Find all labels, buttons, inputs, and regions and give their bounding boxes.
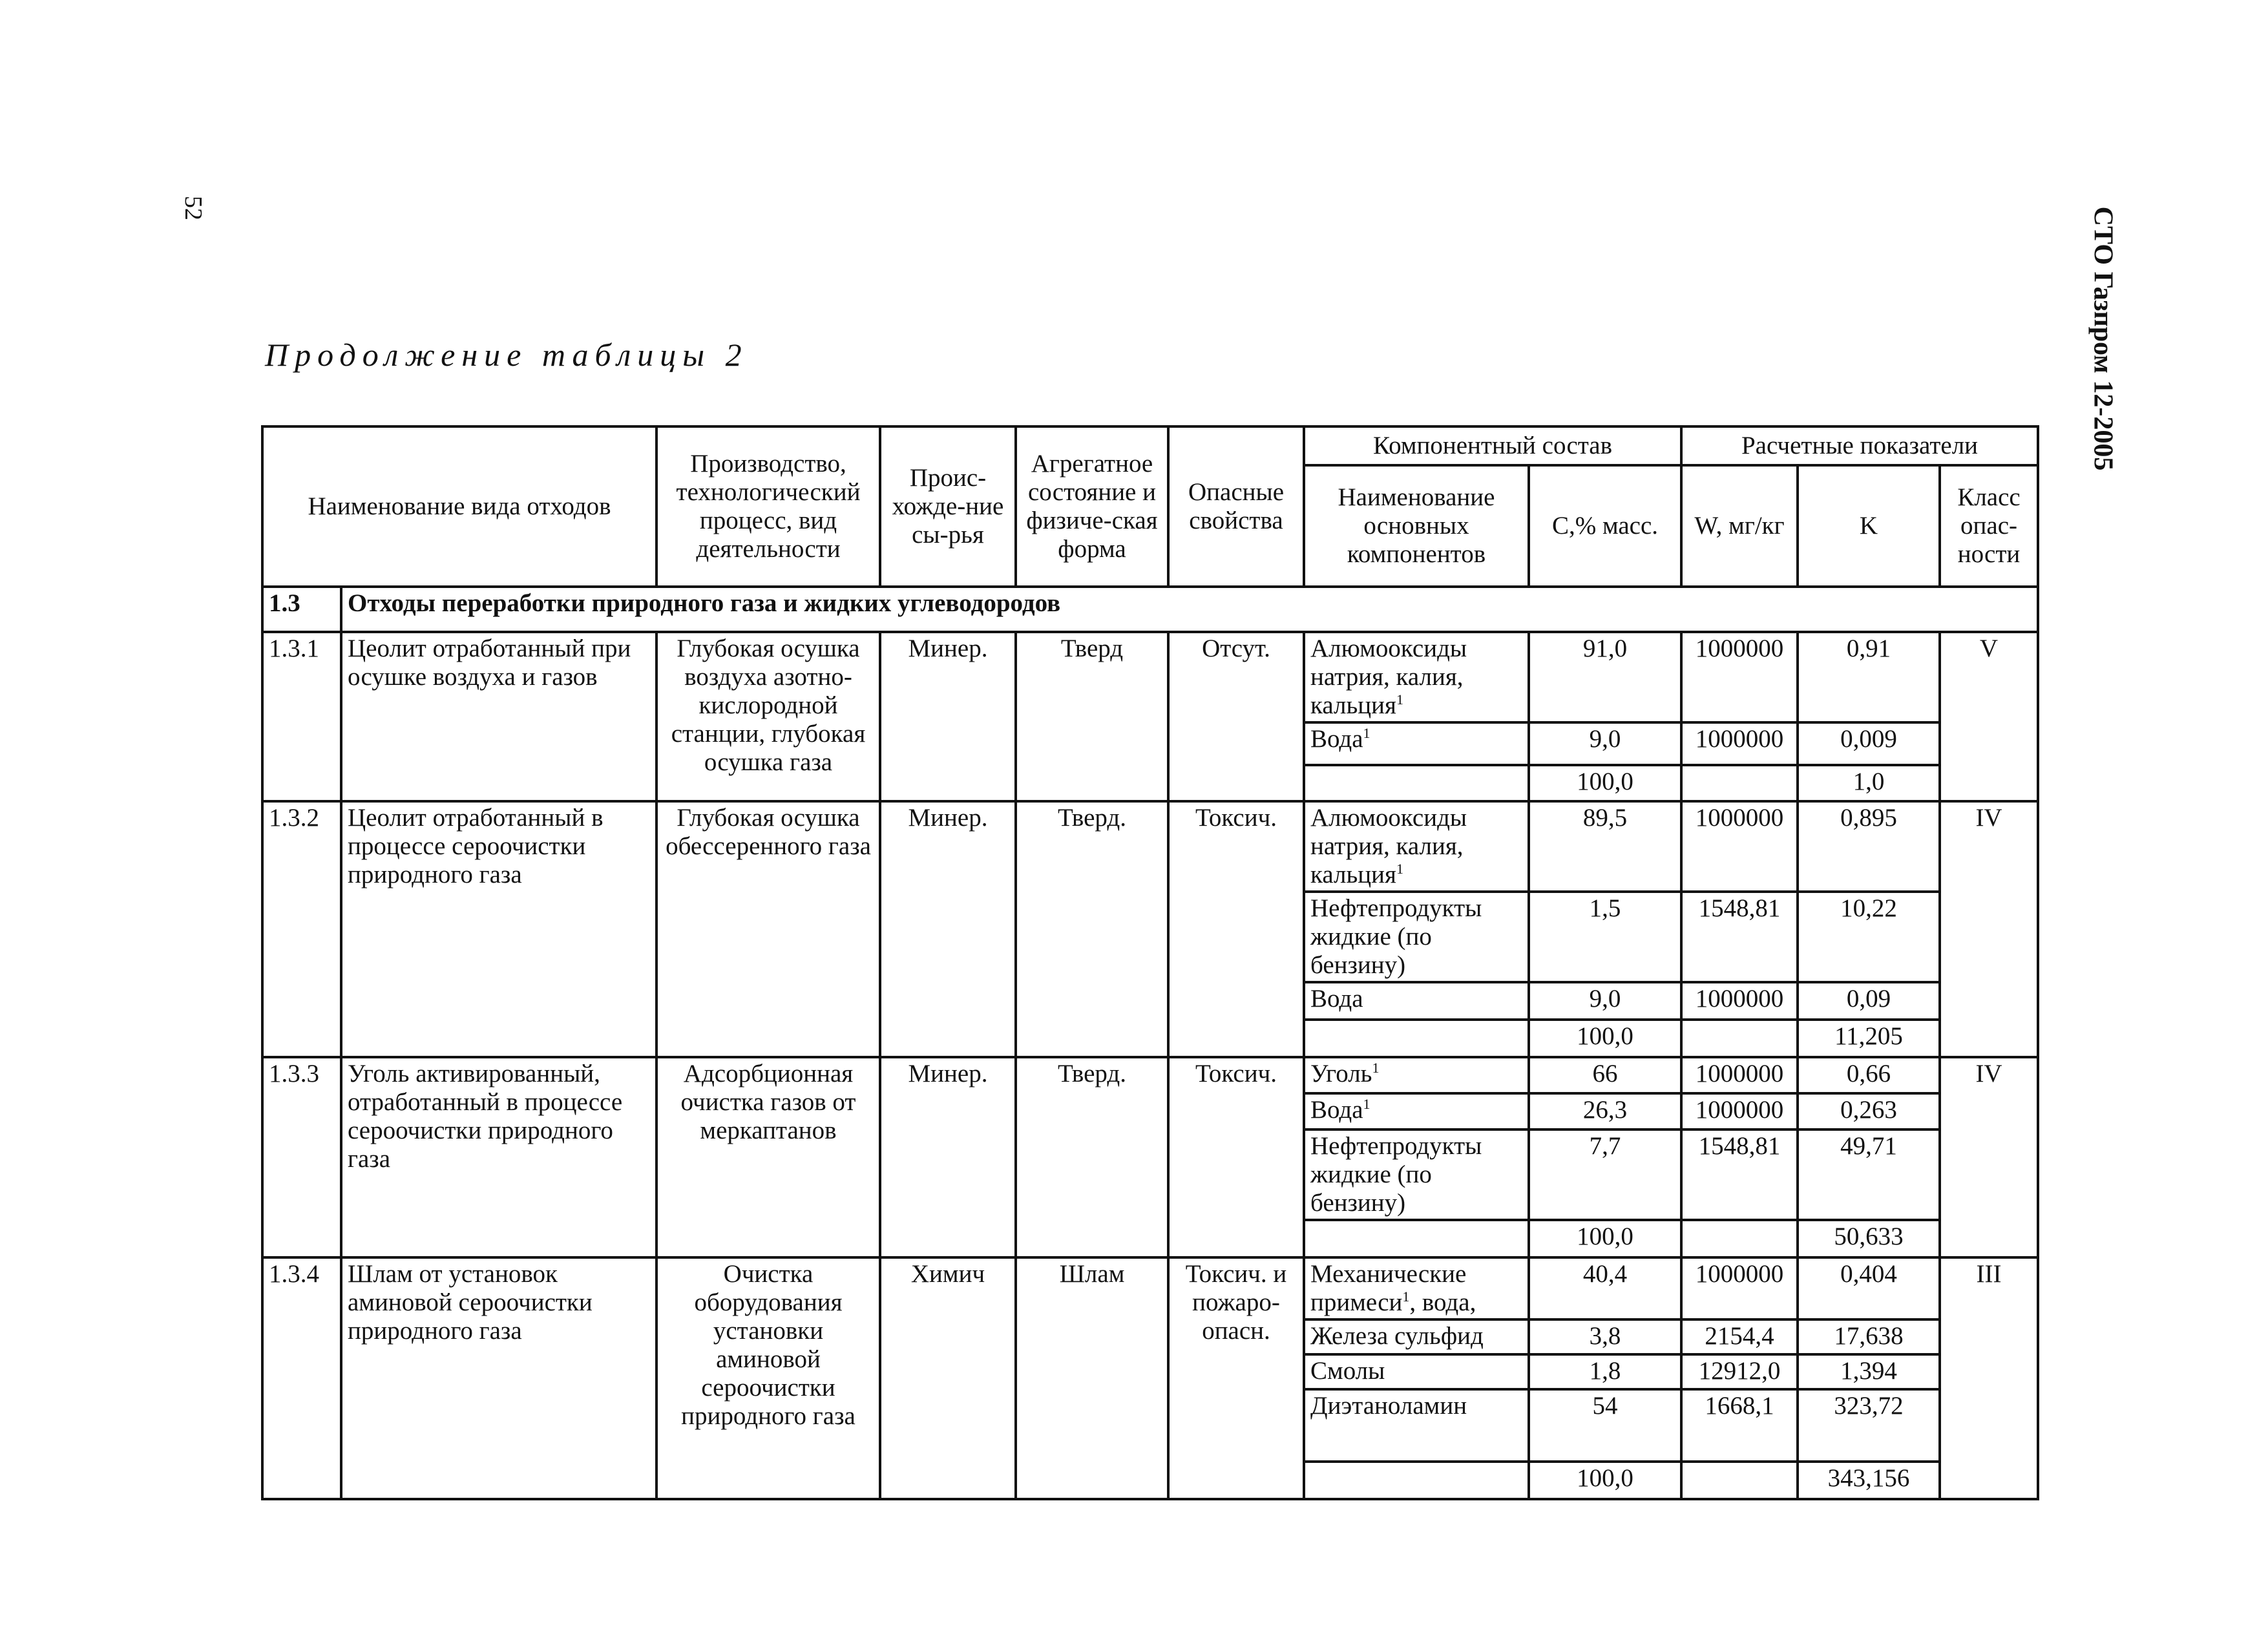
component-w: 1000000 (1681, 632, 1798, 722)
component-k: 17,638 (1798, 1319, 1940, 1354)
component-c: 91,0 (1529, 632, 1681, 722)
component-c: 9,0 (1529, 722, 1681, 765)
total-w-cell (1681, 1020, 1798, 1057)
origin-cell: Минер. (880, 632, 1016, 801)
total-k: 343,156 (1798, 1462, 1940, 1499)
hazard-class: V (1940, 632, 2038, 801)
header-composition: Компонентный состав (1304, 426, 1681, 465)
state-cell: Шлам (1016, 1257, 1168, 1499)
component-w: 1668,1 (1681, 1389, 1798, 1462)
component-name: Вода (1304, 982, 1529, 1020)
hazard-class: IV (1940, 801, 2038, 1057)
component-k: 1,394 (1798, 1354, 1940, 1389)
component-k: 0,404 (1798, 1257, 1940, 1319)
component-c: 54 (1529, 1389, 1681, 1462)
hazard-cell: Токсич. и пожаро-опасн. (1168, 1257, 1304, 1499)
total-c: 100,0 (1529, 1462, 1681, 1499)
total-w-cell (1681, 765, 1798, 801)
component-name: Уголь$^1$ (1304, 1057, 1529, 1093)
component-w: 1000000 (1681, 1057, 1798, 1093)
component-k: 0,895 (1798, 801, 1940, 892)
state-cell: Тверд. (1016, 801, 1168, 1057)
component-k: 0,91 (1798, 632, 1940, 722)
header-component-name: Наименование основных компонентов (1304, 465, 1529, 587)
component-c: 26,3 (1529, 1093, 1681, 1129)
waste-name: Цеолит отработанный при осушке воздуха и газов (341, 632, 656, 801)
component-c: 1,8 (1529, 1354, 1681, 1389)
waste-name: Уголь активированный, отработанный в процессе сероочистки природного газа (341, 1057, 656, 1257)
component-w: 1000000 (1681, 801, 1798, 892)
component-name: Вода$^1$ (1304, 1093, 1529, 1129)
waste-name: Цеолит отработанный в процессе сероочистки природного газа (341, 801, 656, 1057)
total-k: 50,633 (1798, 1220, 1940, 1257)
component-name: Механические примеси$^1$, вода, (1304, 1257, 1529, 1319)
total-label-cell (1304, 1220, 1529, 1257)
process-cell: Глубокая осушка воздуха азотно-кислородной станции, глубокая осушка газа (656, 632, 880, 801)
component-k: 323,72 (1798, 1389, 1940, 1462)
section-title: Отходы переработки природного газа и жидких углеводородов (341, 587, 2038, 632)
component-w: 1548,81 (1681, 1129, 1798, 1220)
component-name: Вода$^1$ (1304, 722, 1529, 765)
component-w: 1000000 (1681, 982, 1798, 1020)
component-c: 66 (1529, 1057, 1681, 1093)
total-k: 1,0 (1798, 765, 1940, 801)
component-k: 0,263 (1798, 1093, 1940, 1129)
component-w: 1000000 (1681, 722, 1798, 765)
waste-table (261, 425, 2039, 1500)
component-k: 0,09 (1798, 982, 1940, 1020)
header-origin: Проис-хожде-ние сы-рья (880, 426, 1016, 587)
table-caption: Продолжение таблицы 2 (265, 337, 748, 373)
state-cell: Тверд. (1016, 1057, 1168, 1257)
component-w: 1000000 (1681, 1093, 1798, 1129)
component-name: Нефтепродукты жидкие (по бензину) (1304, 1129, 1529, 1220)
hazard-class: IV (1940, 1057, 2038, 1257)
row-code: 1.3.4 (262, 1257, 341, 1499)
total-w-cell (1681, 1462, 1798, 1499)
header-k: K (1798, 465, 1940, 587)
process-cell: Глубокая осушка обессеренного газа (656, 801, 880, 1057)
header-w: W, мг/кг (1681, 465, 1798, 587)
process-cell: Очистка оборудования установки аминовой сероочистки природного газа (656, 1257, 880, 1499)
hazard-cell: Токсич. (1168, 1057, 1304, 1257)
component-name: Алюмооксиды натрия, калия, кальция$^1$ (1304, 632, 1529, 722)
component-w: 12912,0 (1681, 1354, 1798, 1389)
total-w-cell (1681, 1220, 1798, 1257)
header-process: Производство, технологический процесс, вид деятельности (656, 426, 880, 587)
component-c: 9,0 (1529, 982, 1681, 1020)
total-c: 100,0 (1529, 765, 1681, 801)
row-code: 1.3.3 (262, 1057, 341, 1257)
component-name: Смолы (1304, 1354, 1529, 1389)
component-w: 1000000 (1681, 1257, 1798, 1319)
waste-name: Шлам от установок аминовой сероочистки природного газа (341, 1257, 656, 1499)
component-k: 10,22 (1798, 892, 1940, 982)
header-calc: Расчетные показатели (1681, 426, 2038, 465)
component-k: 0,66 (1798, 1057, 1940, 1093)
hazard-class: III (1940, 1257, 2038, 1499)
total-c: 100,0 (1529, 1220, 1681, 1257)
header-class: Класс опас-ности (1940, 465, 2038, 587)
total-label-cell (1304, 1020, 1529, 1057)
header-waste-name: Наименование вида отходов (262, 426, 656, 587)
component-name: Железа сульфид (1304, 1319, 1529, 1354)
component-name: Нефтепродукты жидкие (по бензину) (1304, 892, 1529, 982)
process-cell: Адсорбционная очистка газов от меркаптанов (656, 1057, 880, 1257)
total-label-cell (1304, 1462, 1529, 1499)
component-name: Алюмооксиды натрия, калия, кальция$^1$ (1304, 801, 1529, 892)
origin-cell: Минер. (880, 801, 1016, 1057)
origin-cell: Химич (880, 1257, 1016, 1499)
component-c: 89,5 (1529, 801, 1681, 892)
header-state: Агрегатное состояние и физиче-ская форма (1016, 426, 1168, 587)
total-label-cell (1304, 765, 1529, 801)
component-name: Диэтаноламин (1304, 1389, 1529, 1462)
hazard-cell: Отсут. (1168, 632, 1304, 801)
total-k: 11,205 (1798, 1020, 1940, 1057)
state-cell: Тверд (1016, 632, 1168, 801)
component-w: 2154,4 (1681, 1319, 1798, 1354)
header-hazard: Опасные свойства (1168, 426, 1304, 587)
hazard-cell: Токсич. (1168, 801, 1304, 1057)
component-w: 1548,81 (1681, 892, 1798, 982)
component-k: 49,71 (1798, 1129, 1940, 1220)
header-c-mass: С,% масс. (1529, 465, 1681, 587)
section-code: 1.3 (262, 587, 341, 632)
row-code: 1.3.1 (262, 632, 341, 801)
component-k: 0,009 (1798, 722, 1940, 765)
origin-cell: Минер. (880, 1057, 1016, 1257)
row-code: 1.3.2 (262, 801, 341, 1057)
total-c: 100,0 (1529, 1020, 1681, 1057)
page-number: 52 (180, 196, 207, 220)
component-c: 40,4 (1529, 1257, 1681, 1319)
component-c: 1,5 (1529, 892, 1681, 982)
component-c: 3,8 (1529, 1319, 1681, 1354)
component-c: 7,7 (1529, 1129, 1681, 1220)
document-code: СТО Газпром 12-2005 (2088, 206, 2118, 471)
